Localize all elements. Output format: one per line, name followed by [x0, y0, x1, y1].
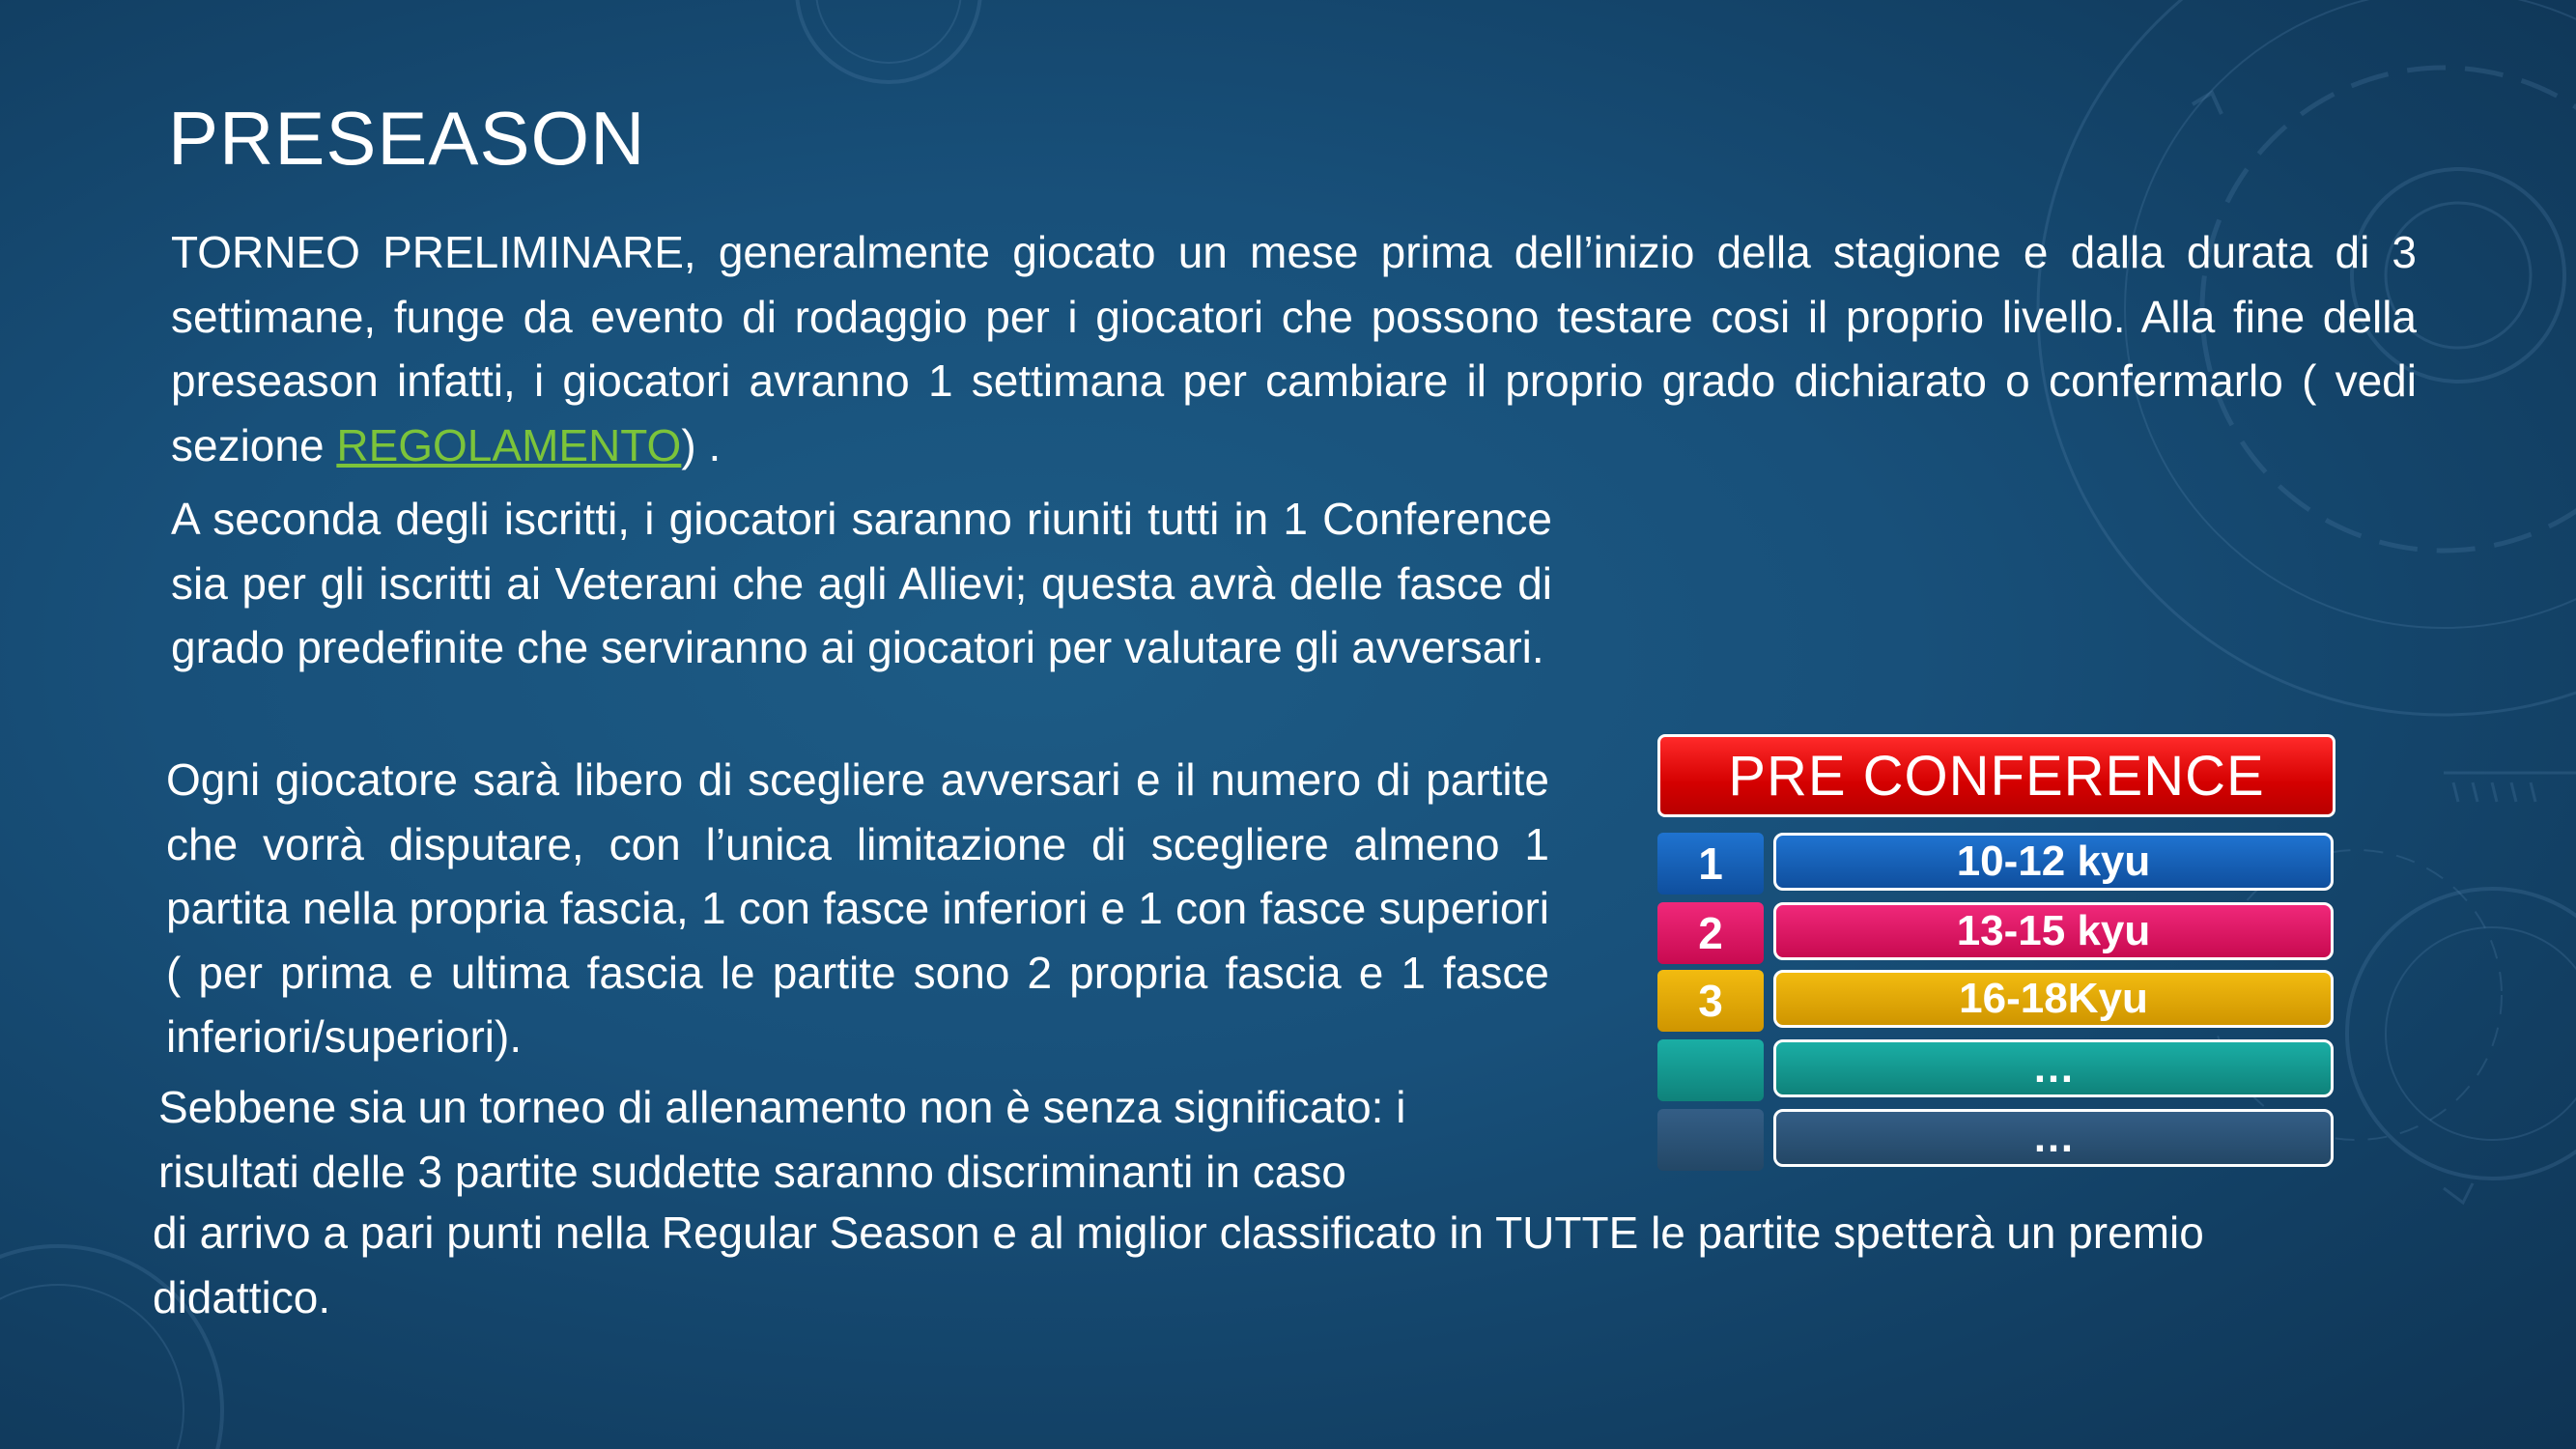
- tier-number: [1657, 1039, 1764, 1101]
- slide-title: PRESEASON: [168, 96, 646, 181]
- intro-text: TORNEO PRELIMINARE, generalmente giocato un mese prima dell’inizio della stagione e dalla durata di 3 settimane, funge da evento di rodaggio per i giocatori che possono testare cosi il proprio livello. Alla fine della preseason infatti, i giocatori avranno 1 settimana per cambiare il proprio grado dichiarato o confermarlo ( vedi sezione: [171, 227, 2417, 470]
- training-paragraph: Sebbene sia un torneo di allenamento non è senza significato: i risultati delle 3 partite suddette saranno discriminanti in caso: [158, 1082, 1406, 1197]
- intro-text-end: ) .: [681, 419, 722, 470]
- tier-number: 1: [1657, 833, 1764, 895]
- rules-paragraph: Ogni giocatore sarà libero di scegliere avversari e il numero di partite che vorrà disputare, con l’unica limitazione di scegliere almeno 1 partita nella propria fascia, 1 con fasce inferiori e 1 con fasce superiori ( per prima e ultima fascia le partite sono 2 propria fascia e 1 fasce inferiori/superiori).: [166, 754, 1549, 1062]
- tier-label: 16-18Kyu: [1773, 970, 2334, 1028]
- regolamento-link[interactable]: REGOLAMENTO: [336, 419, 682, 470]
- tier-label: 13-15 kyu: [1773, 902, 2334, 960]
- tiebreak-paragraph: di arrivo a pari punti nella Regular Season e al miglior classificato in TUTTE le partite spetterà un premio didattico.: [153, 1208, 2204, 1322]
- tier-number: 3: [1657, 970, 1764, 1032]
- pre-conference-header: PRE CONFERENCE: [1657, 734, 2335, 817]
- tier-label: 10-12 kyu: [1773, 833, 2334, 891]
- pre-conference-table: [1657, 734, 2335, 1161]
- tier-number: 2: [1657, 902, 1764, 964]
- tier-label: …: [1773, 1109, 2334, 1167]
- tier-number: [1657, 1109, 1764, 1171]
- tier-label: …: [1773, 1039, 2334, 1097]
- conference-paragraph: A seconda degli iscritti, i giocatori saranno riuniti tutti in 1 Conference sia per gli iscritti ai Veterani che agli Allievi; questa avrà delle fasce di grado predefinite che serviranno ai giocatori per valutare gli avversari.: [171, 494, 1552, 672]
- intro-paragraph: [171, 220, 2417, 477]
